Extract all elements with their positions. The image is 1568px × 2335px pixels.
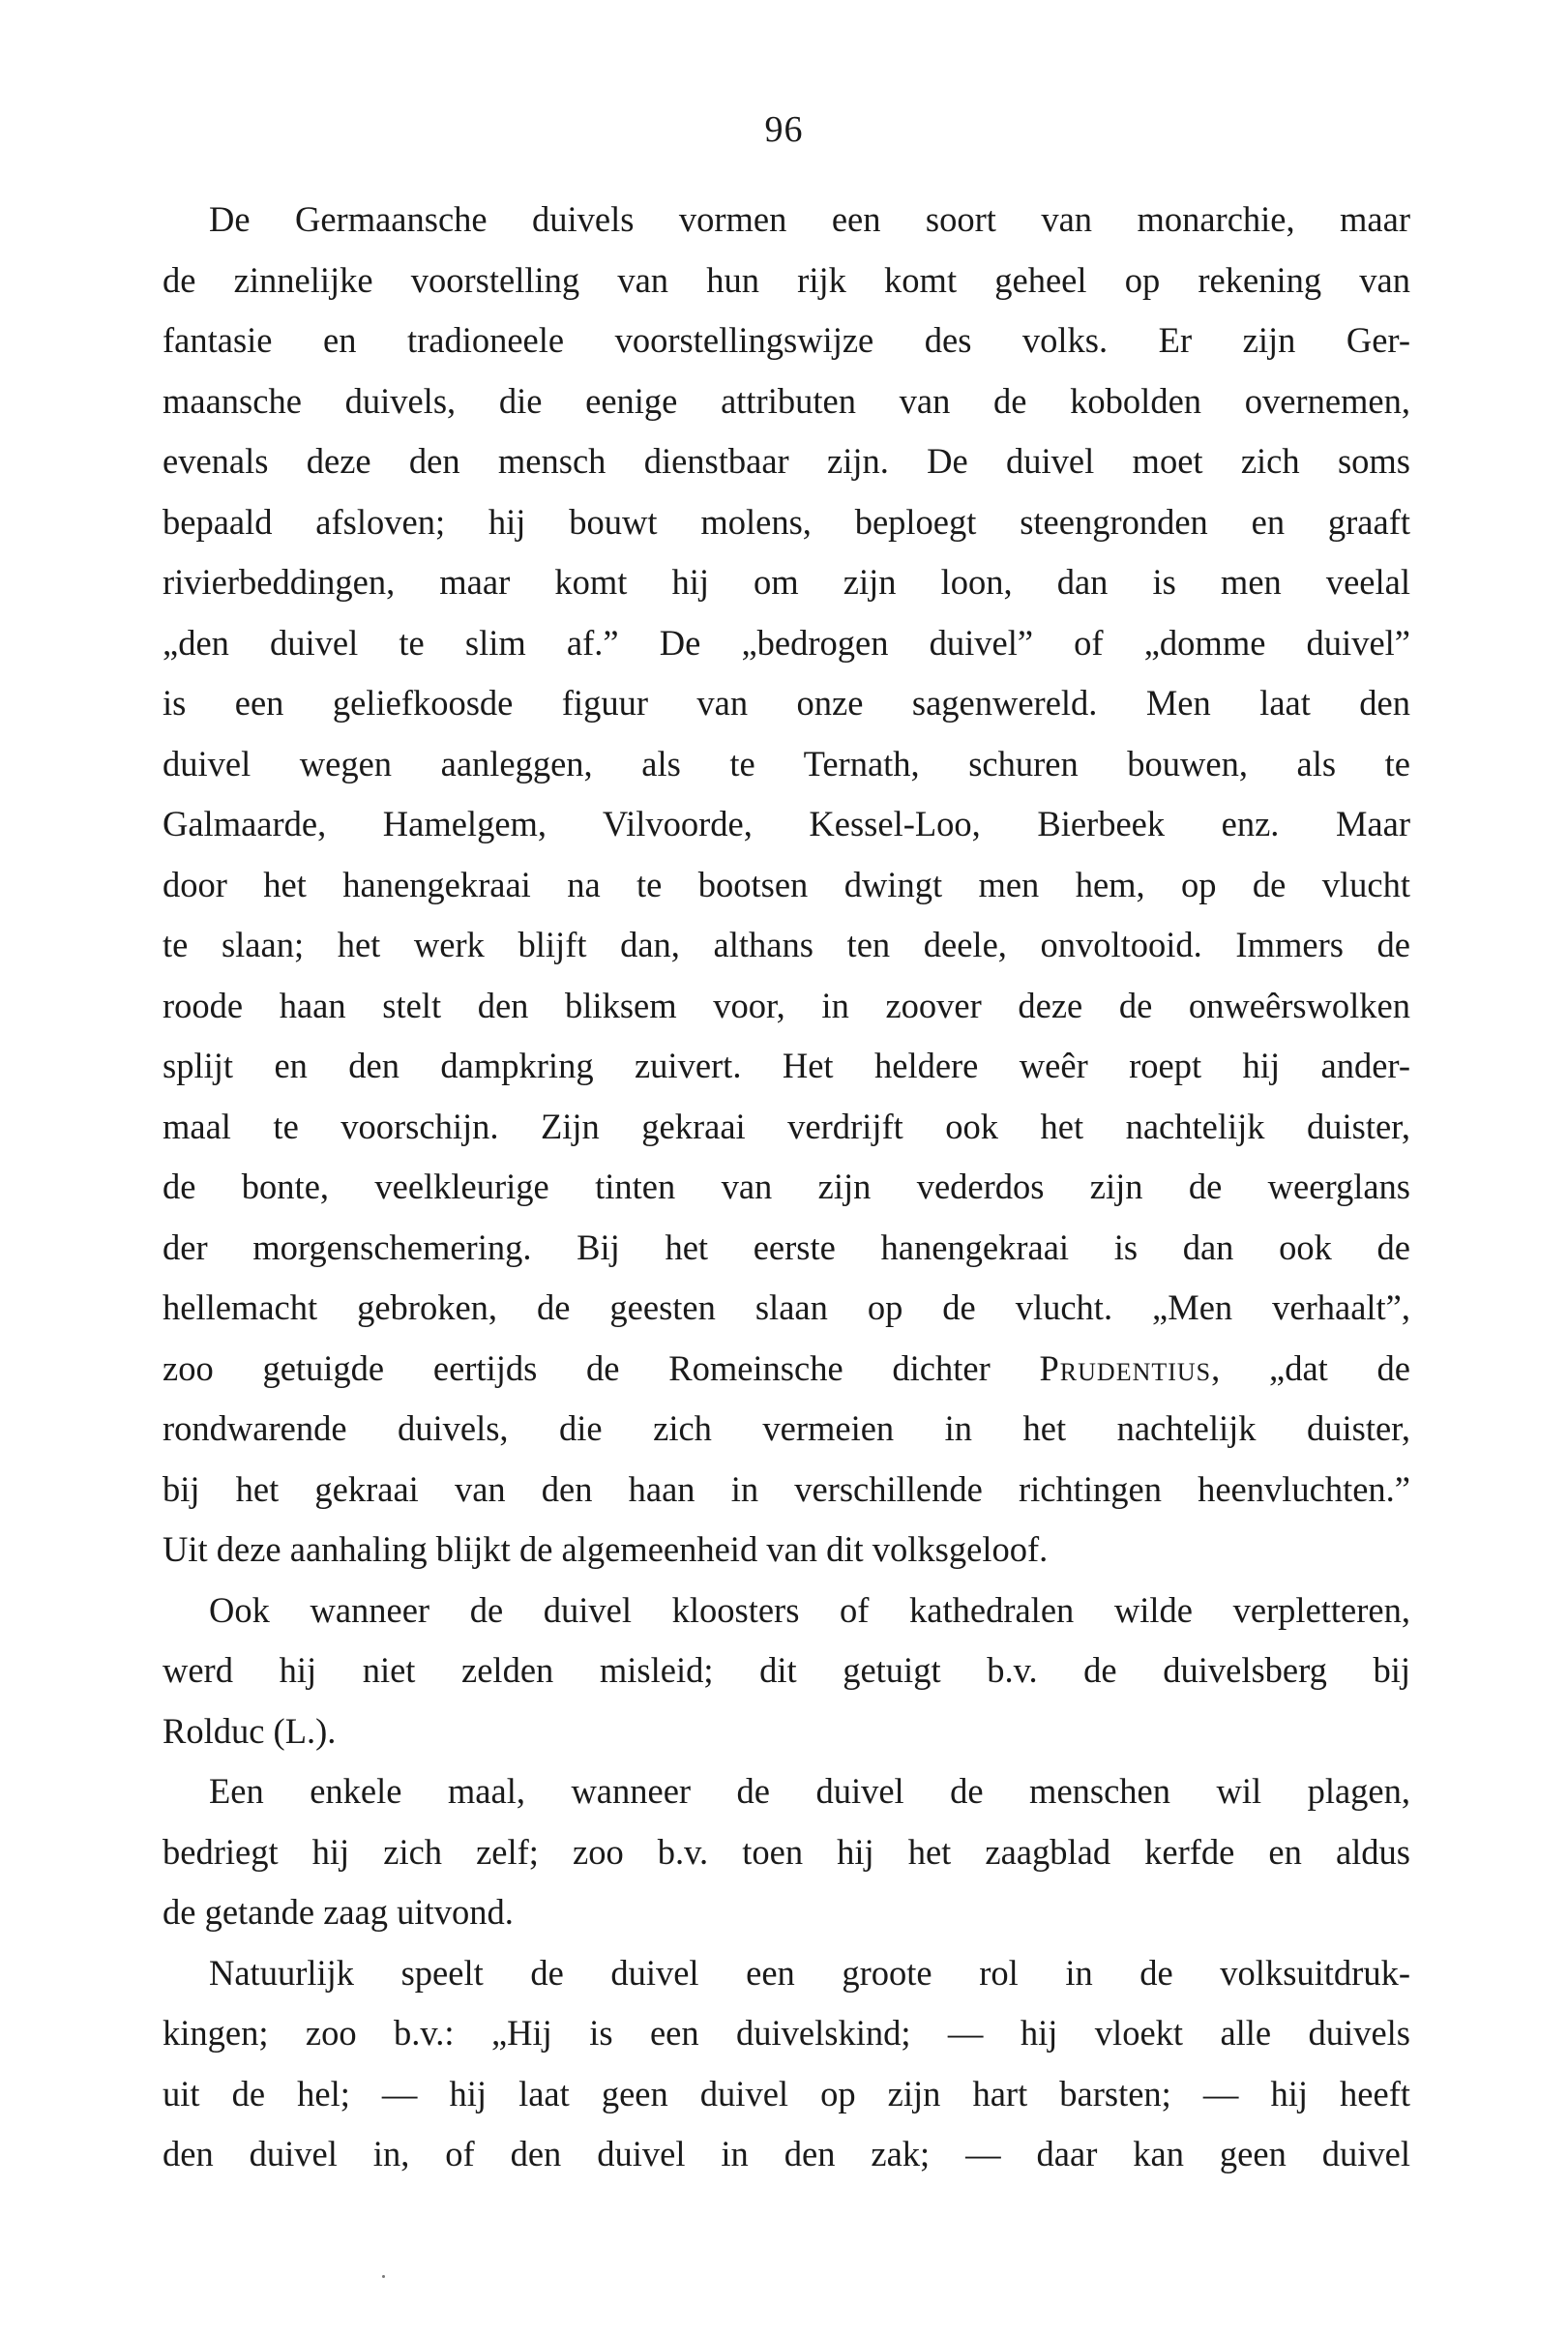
text-line: „den duivel te slim af.” De „bedrogen duivel” of „domme duivel”	[163, 622, 1410, 663]
line-segment: , „dat de	[1211, 1347, 1410, 1388]
text-line: kingen; zoo b.v.: „Hij is een duivelskind; — hij vloekt alle duivels	[163, 2013, 1410, 2053]
text-line: der morgenschemering. Bij het eerste hanengekraai is dan ook de	[163, 1227, 1410, 1267]
text-line: de zinnelijke voorstelling van hun rijk komt geheel op rekening van	[163, 259, 1410, 300]
text-line: de bonte, veelkleurige tinten van zijn vederdos zijn de weerglans	[163, 1167, 1410, 1206]
text-line: De Germaansche duivels vormen een soort van monarchie, maar	[209, 199, 1410, 239]
text-line: splijt en den dampkring zuivert. Het heldere weêr roept hij ander-	[163, 1046, 1410, 1085]
text-line: den duivel in, of den duivel in den zak; — daar kan geen duivel	[163, 2134, 1410, 2173]
text-line: hellemacht gebroken, de geesten slaan op de vlucht. „Men verhaalt”,	[163, 1287, 1410, 1327]
print-speck	[382, 2275, 385, 2278]
text-line: de getande zaag uitvond.	[163, 1892, 514, 1932]
paragraph-2	[163, 1581, 1410, 1762]
text-line: fantasie en tradioneele voorstellingswijze des volks. Er zijn Ger-	[163, 320, 1410, 360]
text-line: uit de hel; — hij laat geen duivel op zijn hart barsten; — hij heeft	[163, 2073, 1410, 2113]
text-line: rivierbeddingen, maar komt hij om zijn loon, dan is men veelal	[163, 562, 1410, 602]
text-line: maansche duivels, die eenige attributen van de kobolden overnemen,	[163, 380, 1410, 421]
body-text	[163, 190, 1410, 2185]
text-line: bedriegt hij zich zelf; zoo b.v. toen hij het zaagblad kerfde en aldus	[163, 1831, 1410, 1872]
text-line: werd hij niet zelden misleid; dit getuigt b.v. de duivelsberg bij	[163, 1650, 1410, 1690]
paragraph-1	[163, 190, 1410, 1581]
text-line: door het hanengekraai na te bootsen dwingt men hem, op de vlucht	[163, 864, 1410, 904]
text-line: evenals deze den mensch dienstbaar zijn. De duivel moet zich soms	[163, 441, 1410, 481]
text-line: Ook wanneer de duivel kloosters of kathedralen wilde verpletteren,	[209, 1589, 1410, 1630]
text-line: maal te voorschijn. Zijn gekraai verdrijft ook het nachtelijk duister,	[163, 1106, 1410, 1146]
text-line: is een geliefkoosde figuur van onze sagenwereld. Men laat den	[163, 683, 1410, 723]
text-line: bij het gekraai van den haan in verschillende richtingen heenvluchten.”	[163, 1468, 1410, 1509]
text-line-prudentius	[163, 1339, 1410, 1400]
text-line: te slaan; het werk blijft dan, althans ten deele, onvoltooid. Immers de	[163, 925, 1410, 964]
text-line: Een enkele maal, wanneer de duivel de menschen wil plagen,	[209, 1771, 1410, 1811]
text-line: Natuurlijk speelt de duivel een groote rol in de volksuitdruk-	[209, 1952, 1410, 1993]
text-line: rondwarende duivels, die zich vermeien in het nachtelijk duister,	[163, 1408, 1410, 1448]
page-number: 96	[764, 109, 804, 150]
author-name: Prudentius	[1039, 1347, 1212, 1388]
text-line: duivel wegen aanleggen, als te Ternath, schuren bouwen, als te	[163, 743, 1410, 783]
text-line: bepaald afsloven; hij bouwt molens, beploegt steengronden en graaft	[163, 501, 1410, 542]
paragraph-4	[163, 1943, 1410, 2185]
paragraph-3	[163, 1761, 1410, 1943]
line-segment: zoo getuigde eertijds de Romeinsche dichter	[163, 1347, 1040, 1388]
text-line: roode haan stelt den bliksem voor, in zoover deze de onweêrswolken	[163, 985, 1410, 1025]
text-line: Galmaarde, Hamelgem, Vilvoorde, Kessel-Loo, Bierbeek enz. Maar	[163, 804, 1410, 843]
text-line: Uit deze aanhaling blijkt de algemeenheid van dit volksgeloof.	[163, 1529, 1049, 1569]
text-line: Rolduc (L.).	[163, 1710, 337, 1751]
